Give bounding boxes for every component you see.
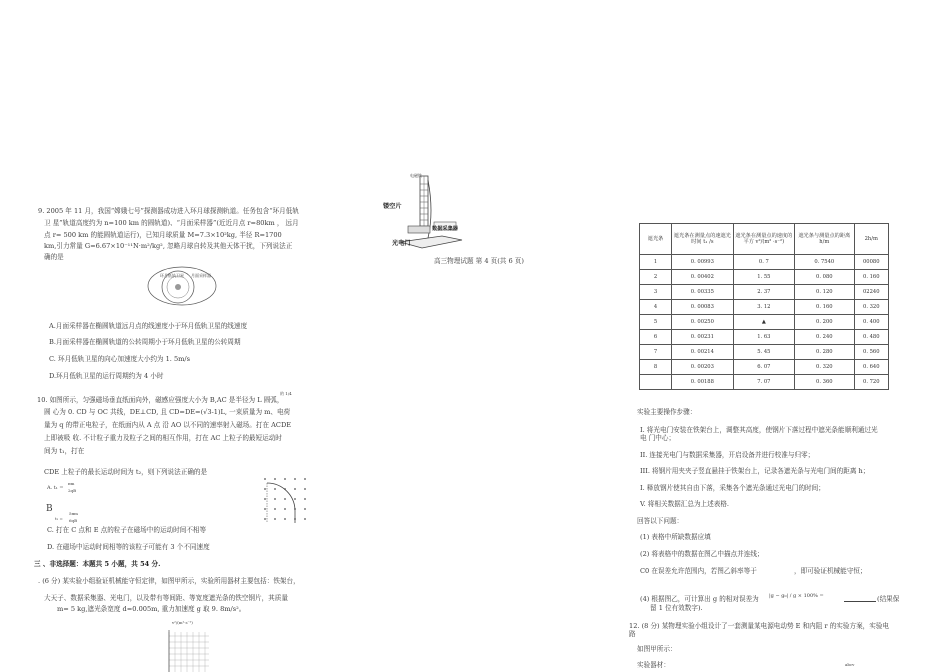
apparatus-label-gate: 光电门 (392, 240, 411, 247)
q12-figure-caption: 如图甲所示： (637, 645, 677, 653)
q10-option-b-letter: B (46, 504, 53, 514)
table-row (640, 255, 889, 270)
table-cell: 4 (640, 300, 672, 315)
q9-line-3: 点 r= 500 km 的能圆轨道运行)，已知月球质量 M=7.3×10²kg, 半径 R=1700 (44, 231, 282, 239)
table-cell: 0. 720 (854, 375, 888, 390)
table-cell: 7. 07 (733, 375, 794, 390)
answer-4-line-2: 留 1 位有效数字). (650, 604, 703, 612)
table-header-cell: 2h/m (854, 224, 888, 255)
table-cell: 8 (640, 360, 672, 375)
table-cell: 6. 07 (733, 360, 794, 375)
table-cell: 0. 00402 (672, 270, 734, 285)
table-cell: 0. 00214 (672, 345, 734, 360)
answer-intro: 回答以下问题： (637, 517, 684, 525)
q10-option-b-den: 6qB (69, 518, 78, 523)
q10-option-b-expr: t₂ = (55, 516, 63, 521)
table-row (640, 285, 889, 300)
q10-option-a-num: πm (68, 481, 75, 486)
q10-option-a: A. t₁ = (47, 485, 64, 491)
q10-line-1: 10. 如图所示，匀强磁场垂直纸面向外，磁感应强度大小为 B,AC 是半径为 L 圆弧， (37, 396, 284, 404)
answer-line: ，即可验证机械能守恒； (794, 567, 867, 575)
q9-option-c: C. 环月低轨卫星的向心加速度大小约为 1. 5m/s (49, 355, 191, 363)
table-row (640, 315, 889, 330)
q12-materials: 实验器材： (637, 661, 670, 669)
table-cell: 0. 7540 (795, 255, 854, 270)
step-line: III. 将钢片用夹夹子竖直悬挂于铁架台上，记录各遮光条与光电门间的距离 h； (640, 467, 870, 475)
q10-line-5: 间为 t₁，打在 (44, 447, 85, 455)
table-cell: 5. 45 (733, 345, 794, 360)
table-cell: 2 (640, 270, 672, 285)
table-cell: 0. 480 (854, 330, 888, 345)
answer-4-prefix: (4) 根据图乙，可计算出 g 的相对误差为 (640, 595, 759, 603)
apparatus-label-top: 电磁铁 (410, 173, 422, 178)
q10-option-b-num: 5πm (69, 511, 78, 516)
step-line: V. 将相关数据汇总为上述表格. (640, 500, 730, 508)
table-cell: 0. 560 (854, 345, 888, 360)
table-cell (640, 375, 672, 390)
q9-line-4: km,引力常量 G=6.67×10⁻¹¹N·m²/kg², 忽略月球自转及其他天体干扰，下列说法正 (44, 242, 293, 250)
apparatus-label-steel: 镂空片 (383, 203, 402, 210)
graph-grid (165, 626, 211, 672)
table-cell: 0. 120 (795, 285, 854, 300)
table-cell: 7 (640, 345, 672, 360)
q9-line-5: 确的是 (44, 253, 64, 261)
magnetic-field-diagram (259, 473, 311, 525)
answer-4-formula: |g − g₀| / g × 100% = (769, 593, 824, 599)
q9-line-1: 9. 2005 年 11 月，我国“嫦娥七号”探测器成功进入环月球探测轨道。任务包含“环月低轨 (38, 207, 299, 215)
answer-line: C0 在误差允许范围内，若图乙斜率等于 (640, 567, 757, 575)
q10-line-3: 量为 q 的带正电粒子，在纸面内从 A 点 沿 AO 以不同的速率射入磁场。打在 ACDE (44, 421, 292, 429)
orbit-diagram (140, 262, 220, 310)
table-cell: 0. 00083 (672, 300, 734, 315)
apparatus-drawing (398, 172, 466, 250)
graph-y-label: v²/(m²·s⁻²) (172, 620, 193, 625)
table-row (640, 375, 889, 390)
q11-line-1: . (6 分) 某实验小组验证机械能守恒定律，如图甲所示，实验所用器材主要包括：铁架台， (38, 577, 300, 585)
apparatus-label-collector: 数据采集器 (432, 226, 458, 232)
table-cell: 00080 (854, 255, 888, 270)
table-cell: 0. 160 (795, 300, 854, 315)
table-cell: 0. 080 (795, 270, 854, 285)
orbit-label-low: 环月低轨卫星 (160, 273, 184, 278)
table-header-cell: 遮光条 (640, 224, 672, 255)
table-cell: 3 (640, 285, 672, 300)
table-cell: 0. 00231 (672, 330, 734, 345)
table-cell: ▲ (733, 315, 794, 330)
table-cell: 0. 240 (795, 330, 854, 345)
table-row (640, 270, 889, 285)
table-cell: 3. 12 (733, 300, 794, 315)
q10-option-a-den: 2qB (68, 488, 77, 493)
answer-line: (2) 将表格中的数据在图乙中描点并连线； (640, 550, 764, 558)
q12-figure-tag: abcv (845, 662, 855, 667)
table-cell: 0. 00335 (672, 285, 734, 300)
step-line: I. 释放钢片使其自由下落，采集各个遮光条通过光电门的时间； (640, 484, 825, 492)
table-cell: 2. 37 (733, 285, 794, 300)
table-header-cell: 遮光条与测量点的距离 h/m (795, 224, 854, 255)
table-row (640, 330, 889, 345)
q10-option-d: D. 在磁场中运动时间相等的该粒子可能有 3 个不同速度 (47, 543, 210, 551)
table-cell: 0. 00188 (672, 375, 734, 390)
answer-4-suffix: (结果保 (877, 595, 900, 603)
step-line: II. 连接光电门与数据采集器，开启设备并进行校准与归零； (640, 451, 815, 459)
table-cell: 0. 320 (795, 360, 854, 375)
data-table (639, 223, 889, 390)
table-cell: 0. 00203 (672, 360, 734, 375)
q9-line-2: 卫 星”轨道高度约为 n=100 km 的圆轨道)、“月面采样器”(近近月点 r=80km ， 远月 (44, 219, 299, 227)
q11-line-3: m= 5 kg,遮光条宽度 d=0.005m, 重力加速度 g 取 9. 8m/s²。 (57, 605, 246, 613)
table-header-cell: 遮光条在测量点的速度的 平方 v²/(m² ·s⁻²) (733, 224, 794, 255)
table-row (640, 360, 889, 375)
table-cell: 0. 160 (854, 270, 888, 285)
table-cell: 0. 7 (733, 255, 794, 270)
table-cell: 1. 63 (733, 330, 794, 345)
answer-line: (1) 表格中所缺数据应填 (640, 533, 711, 541)
q10-line-4: 上即被吸 收. 不计粒子重力及粒子之间的相互作用，打在 AC 上粒子的最短运动时 (44, 434, 282, 442)
section-3-heading: 三 、非选择题：本题共 5 小题，共 54 分. (34, 560, 161, 568)
table-cell: 6 (640, 330, 672, 345)
step-line: I. 将光电门安装在铁架台上，调整其高度，使钢片下落过程中遮光条能顺利通过光 (640, 426, 878, 434)
q11-line-2: 大天子、数据采集器、光电门，以及带有等间距、等宽度遮光条的铁空钢片，其质量 (44, 594, 288, 602)
q12-line-1: 12. (8 分) 某物理实验小组设计了一套测量某电源电动势 E 和内阻 r 的实验方案，实验电 (629, 622, 890, 630)
table-row (640, 345, 889, 360)
table-cell: 0. 200 (795, 315, 854, 330)
q10-option-c: C. 打在 C 点和 E 点的粒子在磁场中的运动时间不相等 (47, 526, 207, 534)
table-header-cell: 遮光条在测量点的速遮光时间 t₁ /s (672, 224, 734, 255)
q9-option-d: D.环月低轨卫星的运行周期约为 4 小时 (49, 372, 164, 380)
q10-arc-fraction: 的 1/4 (280, 391, 292, 396)
q9-option-b: B.月面采样器在椭圆轨道的公转周期小于环月低轨卫星的公转周期 (49, 338, 241, 346)
table-cell: 0. 640 (854, 360, 888, 375)
orbit-label-sampler: 月面采样器 (191, 273, 211, 278)
table-cell: 02240 (854, 285, 888, 300)
table-row (640, 300, 889, 315)
table-cell: 0. 360 (795, 375, 854, 390)
q10-line-2: 圆 心为 0. CD 与 OC 共线，DE⊥CD, 且 CD=DE=(√3-1)L, 一束质量为 m、电荷 (44, 408, 291, 416)
table-cell: 0. 00993 (672, 255, 734, 270)
table-cell: 1. 55 (733, 270, 794, 285)
q9-option-a: A.月面采样器在椭圆轨道远月点的线速度小于环月低轨卫星的线速度 (49, 322, 248, 330)
page-footer: 高三物理试题 第 4 页(共 6 页) (434, 257, 524, 265)
table-header-row (640, 224, 889, 255)
table-cell: 0. 00250 (672, 315, 734, 330)
q10-cde-line: CDE 上粒子的最长运动时间为 t₂，则下列说法正确的是 (44, 468, 208, 476)
answer-4-blank[interactable] (844, 601, 876, 602)
table-cell: 0. 400 (854, 315, 888, 330)
q12-line-2: 路 (629, 630, 636, 638)
table-cell: 0. 280 (795, 345, 854, 360)
table-cell: 1 (640, 255, 672, 270)
steps-title: 实验主要操作步骤： (637, 408, 697, 416)
table-cell: 0. 320 (854, 300, 888, 315)
step-line: 电 门中心； (640, 434, 676, 442)
table-cell: 5 (640, 315, 672, 330)
